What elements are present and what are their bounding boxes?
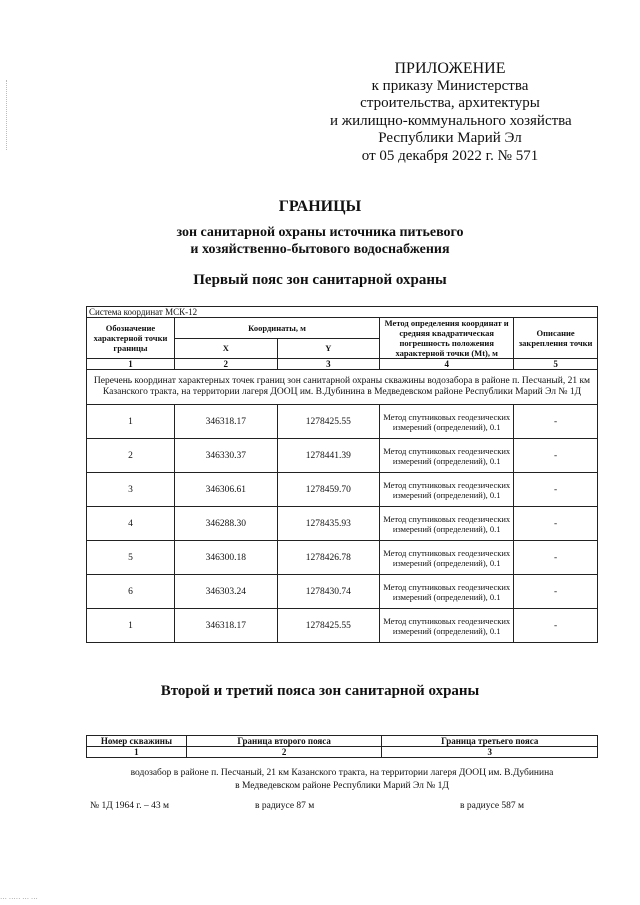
well-info: № 1Д 1964 г. – 43 м <box>90 801 170 811</box>
cell-x: 346318.17 <box>174 405 277 439</box>
appendix-line: и жилищно-коммунального хозяйства <box>330 112 572 129</box>
third-belt-radius: в радиусе 587 м <box>460 801 525 811</box>
cell-fix: - <box>514 507 598 541</box>
cell-method: Метод спутниковых геодезических измерений (определений), 0.1 <box>380 609 514 643</box>
cell-y: 1278459.70 <box>277 473 380 507</box>
document-title: ГРАНИЦЫ <box>278 198 362 215</box>
zones-table <box>86 735 598 758</box>
table-description: Перечень координат характерных точек границ зон санитарной охраны скважины водозабора в районе п. Песчаный, 21 км Казанского тракта, на территории лагеря ДООЦ им. В.Дубинина в Медведевском районе Республики Марий Эл № 1Д <box>87 370 598 405</box>
table-row <box>87 473 598 507</box>
table-row <box>87 609 598 643</box>
cell-fix: - <box>514 439 598 473</box>
cell-x: 346288.30 <box>174 507 277 541</box>
margin-marks <box>6 80 8 150</box>
coordinate-system: Система координат МСК-12 <box>87 307 598 318</box>
second-belt-radius: в радиусе 87 м <box>255 801 315 811</box>
cell-method: Метод спутниковых геодезических измерений (определений), 0.1 <box>380 405 514 439</box>
cell-x: 346300.18 <box>174 541 277 575</box>
table-row <box>87 575 598 609</box>
intake-note-line-2: в Медведевском районе Республики Марий Эл № 1Д <box>235 781 449 791</box>
cell-fix: - <box>514 541 598 575</box>
cell-point: 2 <box>87 439 175 473</box>
header-point: Обозначение характерной точки границы <box>87 318 175 359</box>
cell-fix: - <box>514 575 598 609</box>
appendix-line: Республики Марий Эл <box>378 130 522 146</box>
header-fix: Описание закрепления точки <box>514 318 598 359</box>
table-row <box>87 507 598 541</box>
cell-y: 1278426.78 <box>277 541 380 575</box>
appendix-line: ПРИЛОЖЕНИЕ <box>394 60 506 77</box>
cell-fix: - <box>514 609 598 643</box>
col-number: 4 <box>380 359 514 370</box>
cell-y: 1278425.55 <box>277 609 380 643</box>
header-coords: Координаты, м <box>174 318 379 339</box>
cell-method: Метод спутниковых геодезических измерений (определений), 0.1 <box>380 473 514 507</box>
header-second-belt: Граница второго пояса <box>186 736 382 747</box>
cell-x: 346318.17 <box>174 609 277 643</box>
belt1-title: Первый пояс зон санитарной охраны <box>193 272 447 288</box>
cell-y: 1278441.39 <box>277 439 380 473</box>
scan-edge-mark: ··· ····· ··· ··· <box>0 895 38 903</box>
appendix-line: строительства, архитектуры <box>360 95 540 111</box>
cell-x: 346306.61 <box>174 473 277 507</box>
document-subtitle-line-1: зон санитарной охраны источника питьевого <box>176 225 464 240</box>
cell-point: 5 <box>87 541 175 575</box>
document-subtitle-line-2: и хозяйственно-бытового водоснабжения <box>190 242 450 257</box>
table-row <box>87 405 598 439</box>
cell-method: Метод спутниковых геодезических измерений (определений), 0.1 <box>380 439 514 473</box>
cell-fix: - <box>514 405 598 439</box>
col-number: 2 <box>186 747 382 758</box>
cell-method: Метод спутниковых геодезических измерений (определений), 0.1 <box>380 507 514 541</box>
col-number: 3 <box>277 359 380 370</box>
header-third-belt: Граница третьего пояса <box>382 736 598 747</box>
cell-y: 1278425.55 <box>277 405 380 439</box>
cell-point: 6 <box>87 575 175 609</box>
col-number: 3 <box>382 747 598 758</box>
cell-y: 1278430.74 <box>277 575 380 609</box>
cell-y: 1278435.93 <box>277 507 380 541</box>
cell-point: 1 <box>87 405 175 439</box>
cell-method: Метод спутниковых геодезических измерений (определений), 0.1 <box>380 575 514 609</box>
header-y: Y <box>277 338 380 359</box>
cell-fix: - <box>514 473 598 507</box>
col-number: 2 <box>174 359 277 370</box>
coordinates-table <box>86 306 598 643</box>
table-row <box>87 541 598 575</box>
col-number: 1 <box>87 747 187 758</box>
appendix-line: от 05 декабря 2022 г. № 571 <box>361 147 539 164</box>
cell-method: Метод спутниковых геодезических измерений (определений), 0.1 <box>380 541 514 575</box>
appendix-header <box>330 60 570 165</box>
intake-note-line-1: водозабор в районе п. Песчаный, 21 км Казанского тракта, на территории лагеря ДООЦ им. В.Дубинина <box>130 768 554 778</box>
header-well-number: Номер скважины <box>87 736 187 747</box>
appendix-line: к приказу Министерства <box>371 77 529 94</box>
header-x: X <box>174 338 277 359</box>
cell-x: 346330.37 <box>174 439 277 473</box>
cell-point: 1 <box>87 609 175 643</box>
cell-point: 3 <box>87 473 175 507</box>
belt23-title: Второй и третий пояса зон санитарной охраны <box>160 683 480 699</box>
col-number: 1 <box>87 359 175 370</box>
header-method: Метод определения координат и средняя квадратическая погрешность положения характерной точки (Mt), м <box>380 318 514 359</box>
col-number: 5 <box>514 359 598 370</box>
table-row <box>87 439 598 473</box>
cell-x: 346303.24 <box>174 575 277 609</box>
cell-point: 4 <box>87 507 175 541</box>
